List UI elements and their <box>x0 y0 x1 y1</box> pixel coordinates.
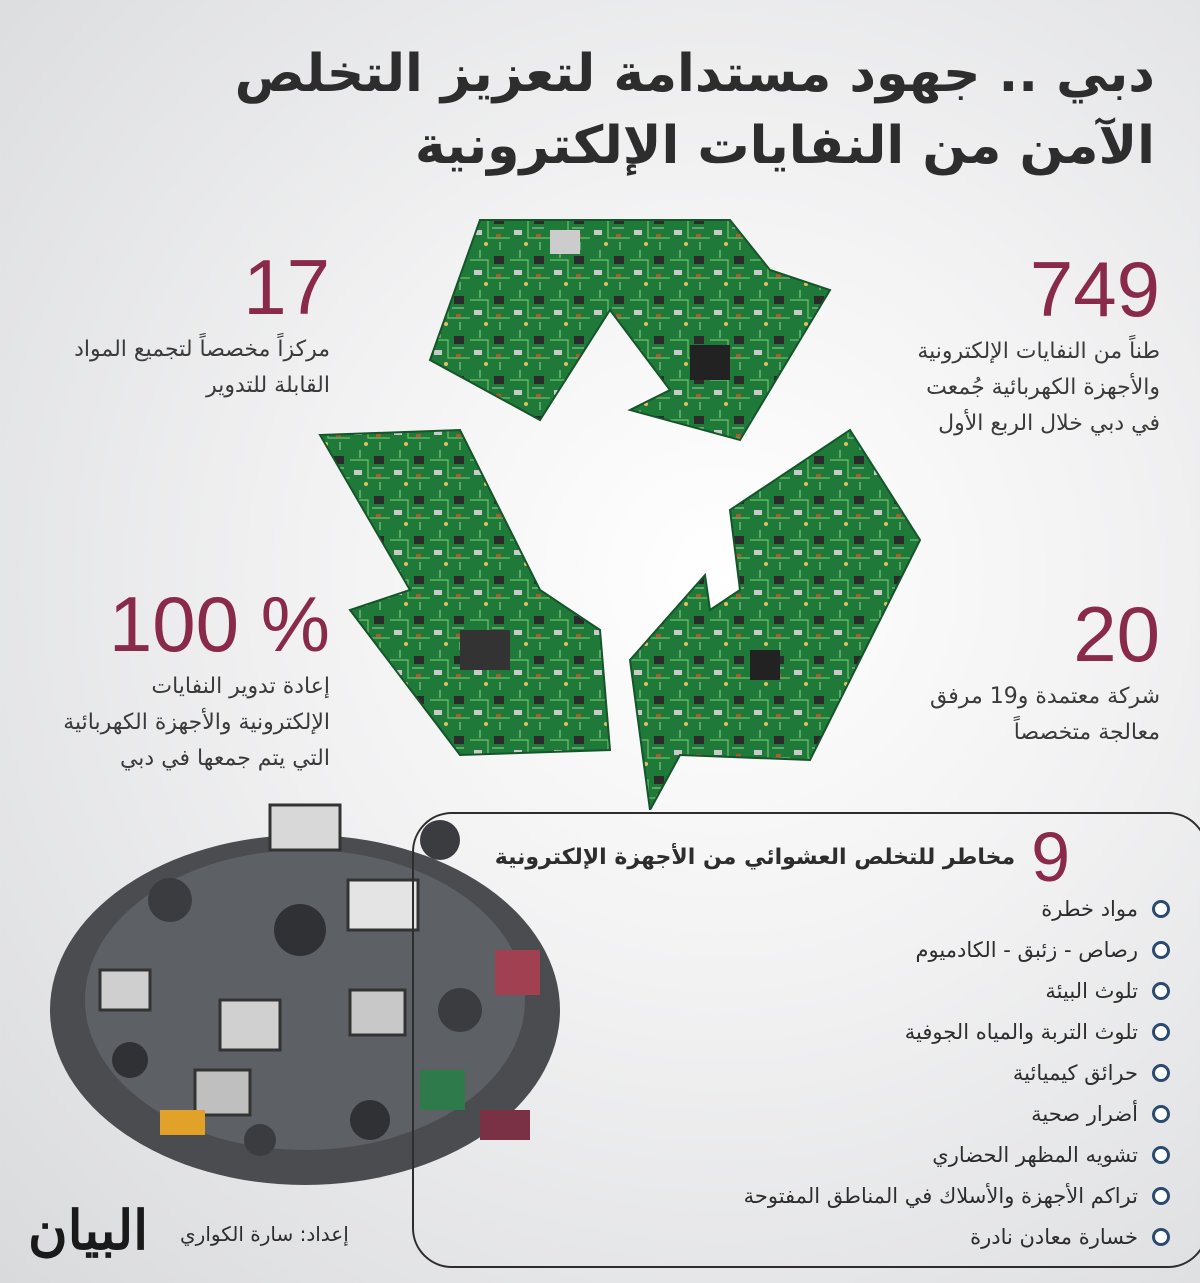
stat-companies-number: 20 <box>1073 590 1160 678</box>
bullet-icon <box>1152 1187 1170 1205</box>
risks-count: 9 <box>1031 818 1070 896</box>
stat-companies-description <box>840 679 1160 751</box>
list-item <box>744 1093 1170 1134</box>
stat-centers-line-2: القابلة للتدوير <box>206 373 330 398</box>
risk-label: تراكم الأجهزة والأسلاك في المناطق المفتوحة <box>743 1183 1138 1208</box>
albayan-logo: البيان <box>28 1198 149 1262</box>
risk-label: خسارة معادن نادرة <box>970 1224 1138 1249</box>
list-item <box>744 1052 1170 1093</box>
risks-heading <box>494 818 1070 896</box>
list-item <box>744 1216 1170 1257</box>
recycle-arrow-top <box>430 220 830 440</box>
list-item <box>744 1175 1170 1216</box>
bullet-icon <box>1152 1064 1170 1082</box>
stat-companies-line-1: شركة معتمدة و19 مرفق <box>929 684 1160 709</box>
page-title <box>155 38 1155 182</box>
stat-recycling-description <box>20 669 330 777</box>
stat-centers-description <box>30 332 330 404</box>
stat-tons-line-3: في دبي خلال الربع الأول <box>938 411 1160 436</box>
risk-label: تشويه المظهر الحضاري <box>932 1142 1138 1167</box>
stat-companies-line-2: معالجة متخصصاً <box>1013 720 1160 745</box>
stat-centers-line-1: مركزاً مخصصاً لتجميع المواد <box>74 337 330 362</box>
list-item <box>744 888 1170 929</box>
bullet-icon <box>1152 900 1170 918</box>
stat-companies <box>840 590 1160 751</box>
bullet-icon <box>1152 1105 1170 1123</box>
risk-label: تلوث التربة والمياه الجوفية <box>904 1019 1138 1044</box>
stat-recycling-line-1: إعادة تدوير النفايات <box>151 674 330 699</box>
risk-label: رصاص - زئبق - الكادميوم <box>915 937 1138 962</box>
stat-tons-description <box>820 334 1160 442</box>
list-item <box>744 1011 1170 1052</box>
stat-centers-number: 17 <box>243 243 330 331</box>
bullet-icon <box>1152 982 1170 1000</box>
risks-title: مخاطر للتخلص العشوائي من الأجهزة الإلكترونية <box>494 844 1016 870</box>
risk-label: مواد خطرة <box>1041 896 1138 921</box>
stat-tons-collected <box>820 245 1160 442</box>
bullet-icon <box>1152 941 1170 959</box>
stat-recycling-rate <box>20 580 330 777</box>
list-item <box>744 1134 1170 1175</box>
author-credit: إعداد: سارة الكواري <box>180 1222 349 1246</box>
stat-recycling-number: % 100 <box>108 580 330 668</box>
risk-label: حرائق كيميائية <box>1012 1060 1138 1085</box>
bullet-icon <box>1152 1023 1170 1041</box>
title-line-1: دبي .. جهود مستدامة لتعزيز التخلص <box>234 44 1155 104</box>
stat-tons-number: 749 <box>1029 245 1160 333</box>
recycle-arrow-left <box>320 430 610 755</box>
stat-tons-line-1: طناً من النفايات الإلكترونية <box>917 339 1160 364</box>
bullet-icon <box>1152 1146 1170 1164</box>
list-item <box>744 970 1170 1011</box>
stat-tons-line-2: والأجهزة الكهربائية جُمعت <box>926 375 1160 400</box>
title-line-2: الآمن من النفايات الإلكترونية <box>414 116 1155 176</box>
bullet-icon <box>1152 1228 1170 1246</box>
stat-centers <box>30 243 330 404</box>
list-item <box>744 929 1170 970</box>
risk-label: أضرار صحية <box>1031 1101 1138 1126</box>
risk-label: تلوث البيئة <box>1045 978 1138 1003</box>
stat-recycling-line-3: التي يتم جمعها في دبي <box>119 746 330 771</box>
risks-list <box>744 888 1170 1257</box>
stat-recycling-line-2: الإلكترونية والأجهزة الكهربائية <box>63 710 330 735</box>
